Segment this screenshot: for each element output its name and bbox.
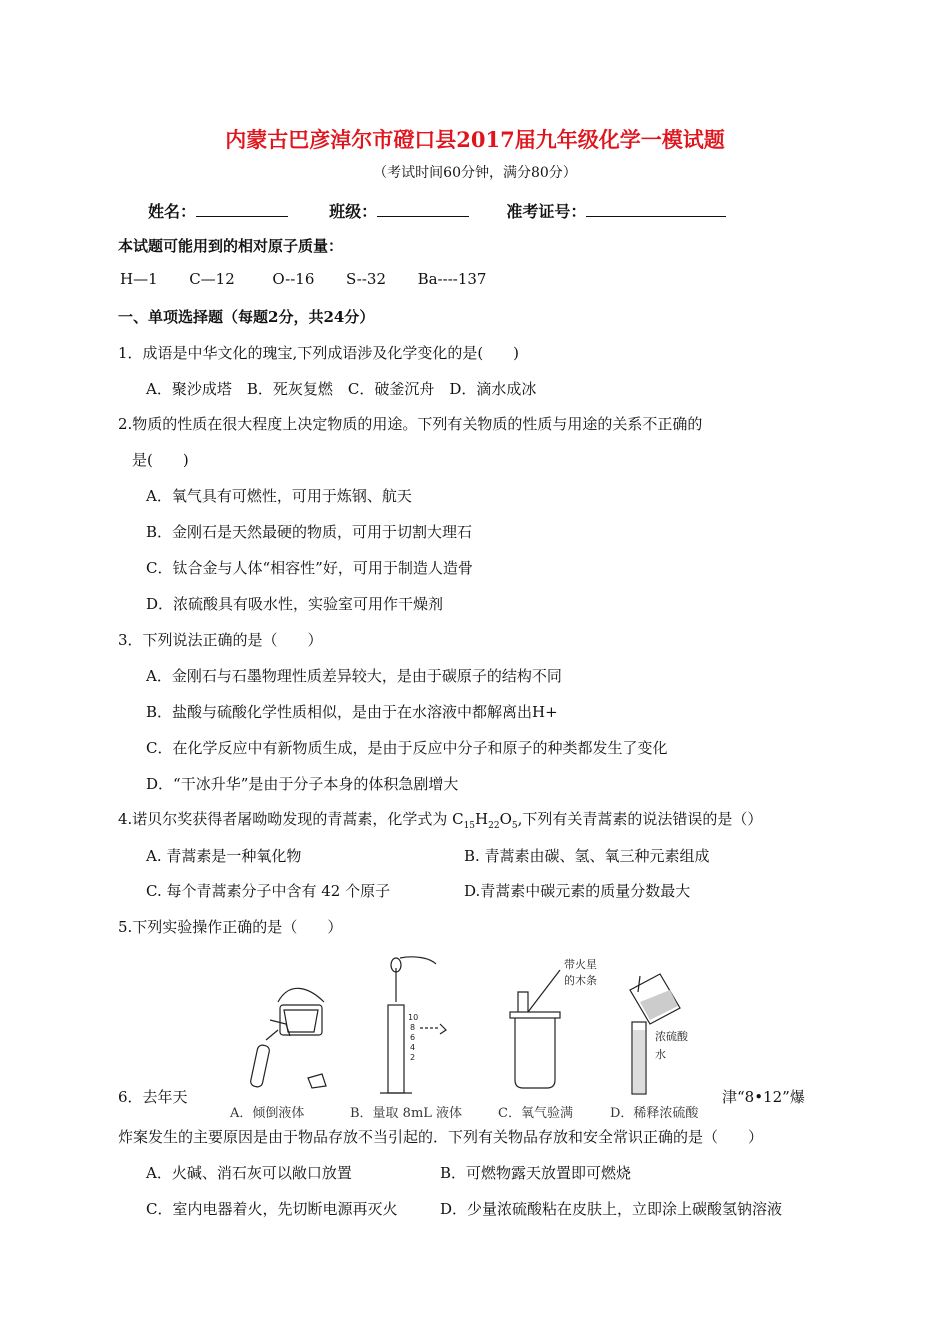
student-info-line (148, 199, 726, 222)
page-title: 内蒙古巴彦淖尔市磴口县2017届九年级化学一模试题 (225, 127, 725, 152)
question-3-stem: 3．下列说法正确的是（ ） (118, 631, 323, 649)
caption-a: A．倾倒液体 (230, 1106, 305, 1121)
question-3-option-b: B．盐酸与硫酸化学性质相似，是由于在水溶液中都解离出H+ (146, 703, 558, 721)
atomic-mass-list (120, 270, 486, 288)
water-label: 水 (655, 1048, 666, 1061)
dilute-acid-illustration (630, 974, 689, 1094)
question-2-stem-cont: 是( ) (132, 451, 189, 469)
cylinder-scale-2: 2 (410, 1053, 416, 1062)
atomic-mass-h: H—1 (120, 270, 158, 288)
question-4-option-a: A. 青蒿素是一种氧化物 (146, 847, 302, 865)
q4-o: O (499, 810, 512, 828)
atomic-mass-o: O--16 (272, 270, 315, 288)
caption-d: D．稀释浓硫酸 (610, 1106, 699, 1121)
name-label: 姓名： (148, 202, 197, 221)
question-6-option-c: C．室内电器着火，先切断电源再灭火 (146, 1200, 398, 1218)
question-3-option-c: C．在化学反应中有新物质生成，是由于反应中分子和原子的种类都发生了变化 (146, 739, 668, 757)
class-blank (377, 202, 469, 217)
q4-sub-o: 5 (511, 821, 518, 831)
atomic-mass-ba: Ba----137 (417, 270, 487, 288)
exam-number-label: 准考证号： (506, 202, 587, 221)
cylinder-scale-6: 6 (410, 1033, 416, 1042)
question-4-stem (118, 808, 762, 831)
question-5-stem: 5.下列实验操作正确的是（ ） (118, 918, 343, 936)
oxygen-test-illustration (510, 957, 597, 1088)
question-4-option-c: C. 每个青蒿素分子中含有 42 个原子 (146, 882, 391, 900)
caption-c: C．氧气验满 (498, 1106, 573, 1121)
caption-b: B．量取 8mL 液体 (350, 1106, 463, 1121)
question-6-option-b: B．可燃物露天放置即可燃烧 (440, 1164, 632, 1182)
q4-h: H (475, 810, 489, 828)
question-6-stem-cont: 炸案发生的主要原因是由于物品存放不当引起的．下列有关物品存放和安全常识正确的是（ ） (118, 1128, 764, 1146)
question-2-option-b: B．金刚石是天然最硬的物质，可用于切割大理石 (146, 523, 473, 541)
question-4-option-b: B. 青蒿素由碳、氢、氧三种元素组成 (464, 847, 710, 865)
lab-operations-figure (230, 950, 720, 1100)
q4-stem-post: ,下列有关青蒿素的说法错误的是（） (517, 810, 763, 828)
splint-label-line1: 带火星 (564, 958, 597, 971)
question-2-stem: 2.物质的性质在很大程度上决定物质的用途。下列有关物质的性质与用途的关系不正确的 (118, 415, 703, 433)
q4-sub-h: 22 (488, 821, 500, 831)
cylinder-scale-4: 4 (410, 1043, 416, 1052)
question-1-stem: 1．成语是中华文化的瑰宝,下列成语涉及化学变化的是( ) (118, 344, 520, 362)
question-3-option-a: A．金刚石与石墨物理性质差异较大，是由于碳原子的结构不同 (146, 667, 562, 685)
q4-stem-pre: 4.诺贝尔奖获得者屠呦呦发现的青蒿素，化学式为 C (118, 810, 464, 828)
question-3-option-d: D．“干冰升华”是由于分子本身的体积急剧增大 (146, 775, 459, 793)
exam-number-blank (586, 202, 726, 217)
acid-label: 浓硫酸 (655, 1030, 688, 1043)
question-6-stem-right: 津“8•12”爆 (722, 1088, 805, 1106)
atomic-mass-c: C—12 (189, 270, 235, 288)
question-1-options: A．聚沙成塔 B．死灰复燃 C．破釜沉舟 D．滴水成冰 (146, 380, 537, 398)
question-2-option-c: C．钛合金与人体“相容性”好，可用于制造人造骨 (146, 559, 473, 577)
question-4-option-d: D.青蒿素中碳元素的质量分数最大 (464, 882, 691, 900)
name-blank (196, 202, 288, 217)
question-2-option-a: A．氧气具有可燃性，可用于炼钢、航天 (146, 487, 412, 505)
section-heading: 一、单项选择题（每题2分，共24分） (118, 308, 375, 326)
cylinder-scale-10: 10 (408, 1013, 419, 1022)
measure-cylinder-illustration (380, 957, 446, 1093)
splint-label-line2: 的木条 (564, 974, 597, 987)
question-2-option-d: D．浓硫酸具有吸水性，实验室可用作干燥剂 (146, 595, 444, 613)
question-6-stem-left: 6．去年天 (118, 1088, 188, 1106)
exam-subtitle: （考试时间60分钟，满分80分） (373, 165, 577, 181)
atomic-mass-header: 本试题可能用到的相对原子质量： (118, 237, 344, 255)
question-6-option-a: A．火碱、消石灰可以敞口放置 (146, 1164, 352, 1182)
q4-sub-c: 15 (463, 821, 476, 831)
atomic-mass-s: S--32 (345, 270, 387, 288)
class-label: 班级： (329, 202, 378, 221)
question-6-option-d: D．少量浓硫酸粘在皮肤上，立即涂上碳酸氢钠溶液 (440, 1200, 783, 1218)
cylinder-scale-8: 8 (410, 1023, 416, 1032)
pour-liquid-illustration (250, 988, 326, 1088)
